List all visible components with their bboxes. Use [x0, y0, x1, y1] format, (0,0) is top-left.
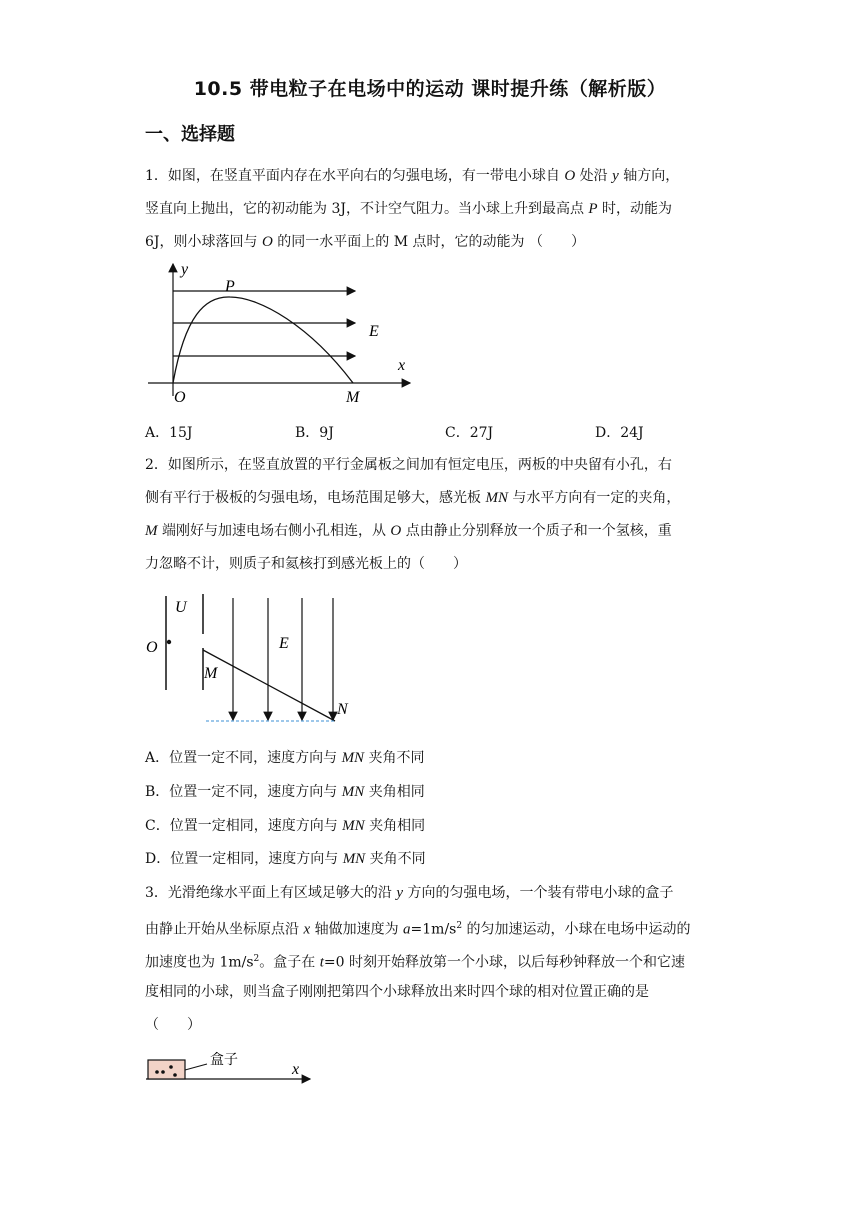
section-heading: 一、选择题	[145, 124, 235, 145]
point-O	[167, 640, 171, 644]
label-E: E	[279, 635, 289, 652]
label-x: x	[398, 357, 406, 374]
q1-line-2: 竖直向上抛出，它的初动能为 3J，不计空气阻力。当小球上升到最高点 P 时，动能为	[145, 201, 673, 217]
ball-1	[155, 1070, 159, 1074]
ball-4	[173, 1073, 177, 1077]
q1-option-a[interactable]: A．15J	[145, 425, 193, 441]
q3-line-4: 度相同的小球，则当盒子刚刚把第四个小球释放出来时四个球的相对位置正确的是	[145, 984, 649, 1000]
label-leader	[185, 1064, 207, 1070]
q3-line-1: 3．光滑绝缘水平面上有区域足够大的沿 y 方向的匀强电场，一个装有带电小球的盒子	[145, 885, 674, 901]
label-y: y	[181, 261, 189, 278]
plate-MN	[203, 650, 335, 721]
ball-2	[161, 1070, 165, 1074]
q1-figure	[140, 256, 430, 412]
ball-3	[169, 1065, 173, 1069]
label-O: O	[146, 639, 158, 656]
label-O: O	[174, 389, 186, 406]
q2-option-c[interactable]: C．位置一定相同，速度方向与 MN 夹角相同	[145, 818, 426, 834]
q2-figure	[140, 590, 370, 730]
label-M: M	[346, 389, 360, 406]
label-E: E	[369, 323, 379, 340]
q3-line-5: （ ）	[145, 1017, 201, 1033]
label-N: N	[337, 701, 348, 718]
label-M: M	[204, 665, 218, 682]
q2-line-4: 力忽略不计，则质子和氦核打到感光板上的（ ）	[145, 556, 467, 572]
q2-option-a[interactable]: A．位置一定不同，速度方向与 MN 夹角不同	[145, 750, 425, 766]
box	[148, 1060, 185, 1079]
q2-line-2: 侧有平行于极板的匀强电场，电场范围足够大，感光板 MN 与水平方向有一定的夹角，	[145, 490, 681, 506]
label-U: U	[175, 599, 187, 616]
q3-line-3: 加速度也为 $1m/s^2$。盒子在 t=0 时刻开始释放第一个小球，以后每秒钟释放一个和它速	[145, 954, 685, 971]
label-x: x	[292, 1061, 300, 1078]
q2-option-b[interactable]: B．位置一定不同，速度方向与 MN 夹角相同	[145, 784, 425, 800]
q3-line-2: 由静止开始从坐标原点沿 x 轴做加速度为 $a=1m/s^2$ 的匀加速运动，小球在电场中运动的	[145, 921, 691, 938]
label-P: P	[225, 278, 235, 295]
q1-line-3: 6J，则小球落回与 O 的同一水平面上的 M 点时，它的动能为 （ ）	[145, 234, 585, 250]
q1-option-c[interactable]: C．27J	[445, 425, 494, 441]
q2-option-d[interactable]: D．位置一定相同，速度方向与 MN 夹角不同	[145, 851, 426, 867]
q1-option-d[interactable]: D．24J	[595, 425, 644, 441]
q2-line-3: M 端刚好与加速电场右侧小孔相连，从 O 点由静止分别释放一个质子和一个氢核，重	[145, 523, 672, 539]
label-box: 盒子	[210, 1053, 238, 1068]
q1-option-b[interactable]: B．9J	[295, 425, 334, 441]
q3-figure	[140, 1046, 320, 1088]
trajectory-curve	[173, 297, 353, 383]
q1-line-1: 1．如图，在竖直平面内存在水平向右的匀强电场，有一带电小球自 O 处沿 y 轴方向，	[145, 168, 680, 184]
document-title: 10.5 带电粒子在电场中的运动 课时提升练（解析版）	[193, 78, 667, 100]
q2-line-1: 2．如图所示，在竖直放置的平行金属板之间加有恒定电压，两板的中央留有小孔，右	[145, 457, 672, 473]
